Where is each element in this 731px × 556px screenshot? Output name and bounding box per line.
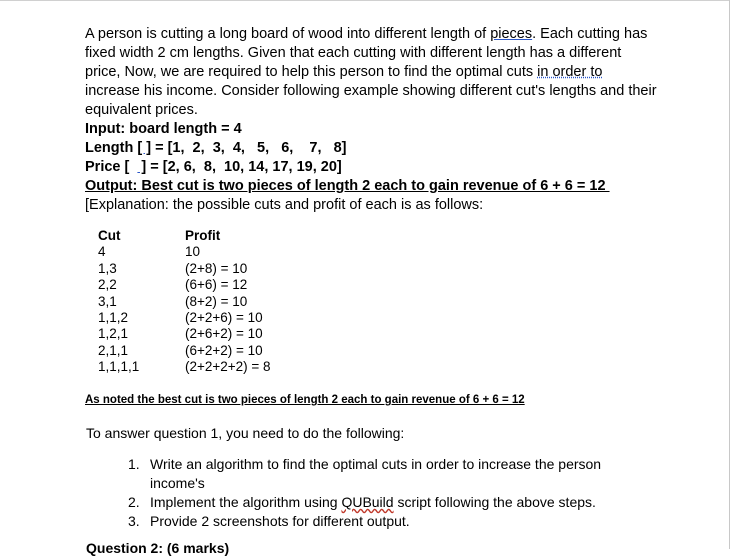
length-bracket: [ ] [137,140,152,156]
list-item [128,455,648,493]
cut-cell: 1,1,2 [98,310,129,326]
step-text-part: script following the above steps. [393,494,596,510]
next-question-heading: Question 2: (6 marks) [86,540,230,556]
profit-cell: (2+8) = 10 [185,260,248,276]
step-text [150,493,596,512]
intro-text-3: increase his income. Consider following example showing different cut's lengths and their equivalent prices. [85,83,657,118]
profit-cell: (2+6+2) = 10 [185,326,263,342]
cut-cell: 3,1 [98,293,117,309]
profit-cell: (2+2+6) = 10 [185,310,263,326]
cut-cell: 4 [98,244,106,260]
cut-cell: 1,3 [98,260,117,276]
length-line [85,140,347,156]
profit-cell: (6+2+2) = 10 [185,342,263,358]
profit-cell: 10 [185,244,201,260]
intro-text-2: . Each cutting has fixed width 2 cm lengths. Given that each cutting with different length has a different price, Now, we are required to help this person to find the optimal cuts [85,26,648,80]
best-cut-note: As noted the best cut is two pieces of length 2 each to gain revenue of 6 + 6 = 12 [85,394,525,406]
price-line [85,159,342,175]
steps-list [128,455,648,531]
step-number: 3. [128,513,140,529]
cut-cell: 1,1,1,1 [98,359,140,375]
intro-paragraph [85,25,660,120]
cut-column [98,228,139,376]
step-text: Write an algorithm to find the optimal cuts in order to increase the person income's [150,456,602,491]
price-bracket: ] [137,159,147,175]
list-item [128,512,648,531]
profit-cell: (6+6) = 12 [185,277,248,293]
step-text-part: Implement the algorithm using [150,494,342,510]
intro-text-pieces: pieces [490,26,533,42]
cut-cell: 2,2 [98,277,117,293]
intro-text-in-order-to: in order to [537,64,603,80]
answer-intro: To answer question 1, you need to do the following: [86,425,405,441]
cut-header: Cut [98,228,121,243]
page-top-border [0,0,729,4]
profit-cell: (2+2+2+2) = 8 [185,359,271,375]
step-text: Provide 2 screenshots for different output. [150,513,410,529]
profit-header: Profit [185,228,221,243]
step-number: 1. [128,456,140,472]
cut-cell: 2,1,1 [98,342,129,358]
price-values: = [2, 6, 8, 10, 14, 17, 19, 20] [146,159,342,175]
output-line: Output: Best cut is two pieces of length 2 each to gain revenue of 6 + 6 = 12 [85,178,610,194]
length-values: = [1, 2, 3, 4, 5, 6, 7, 8] [151,140,347,156]
profit-cell: (8+2) = 10 [185,293,248,309]
cut-cell: 1,2,1 [98,326,129,342]
step-number: 2. [128,494,140,510]
price-label: Price [ [85,159,138,175]
input-line: Input: board length = 4 [85,121,242,137]
length-label: Length [85,140,138,156]
list-item [128,493,648,512]
profit-column [185,228,271,376]
step-text-qubuild: QUBuild [341,494,394,510]
intro-text-1: A person is cutting a long board of wood into different length of [85,26,491,42]
explanation-line: [Explanation: the possible cuts and profit of each is as follows: [85,197,484,213]
